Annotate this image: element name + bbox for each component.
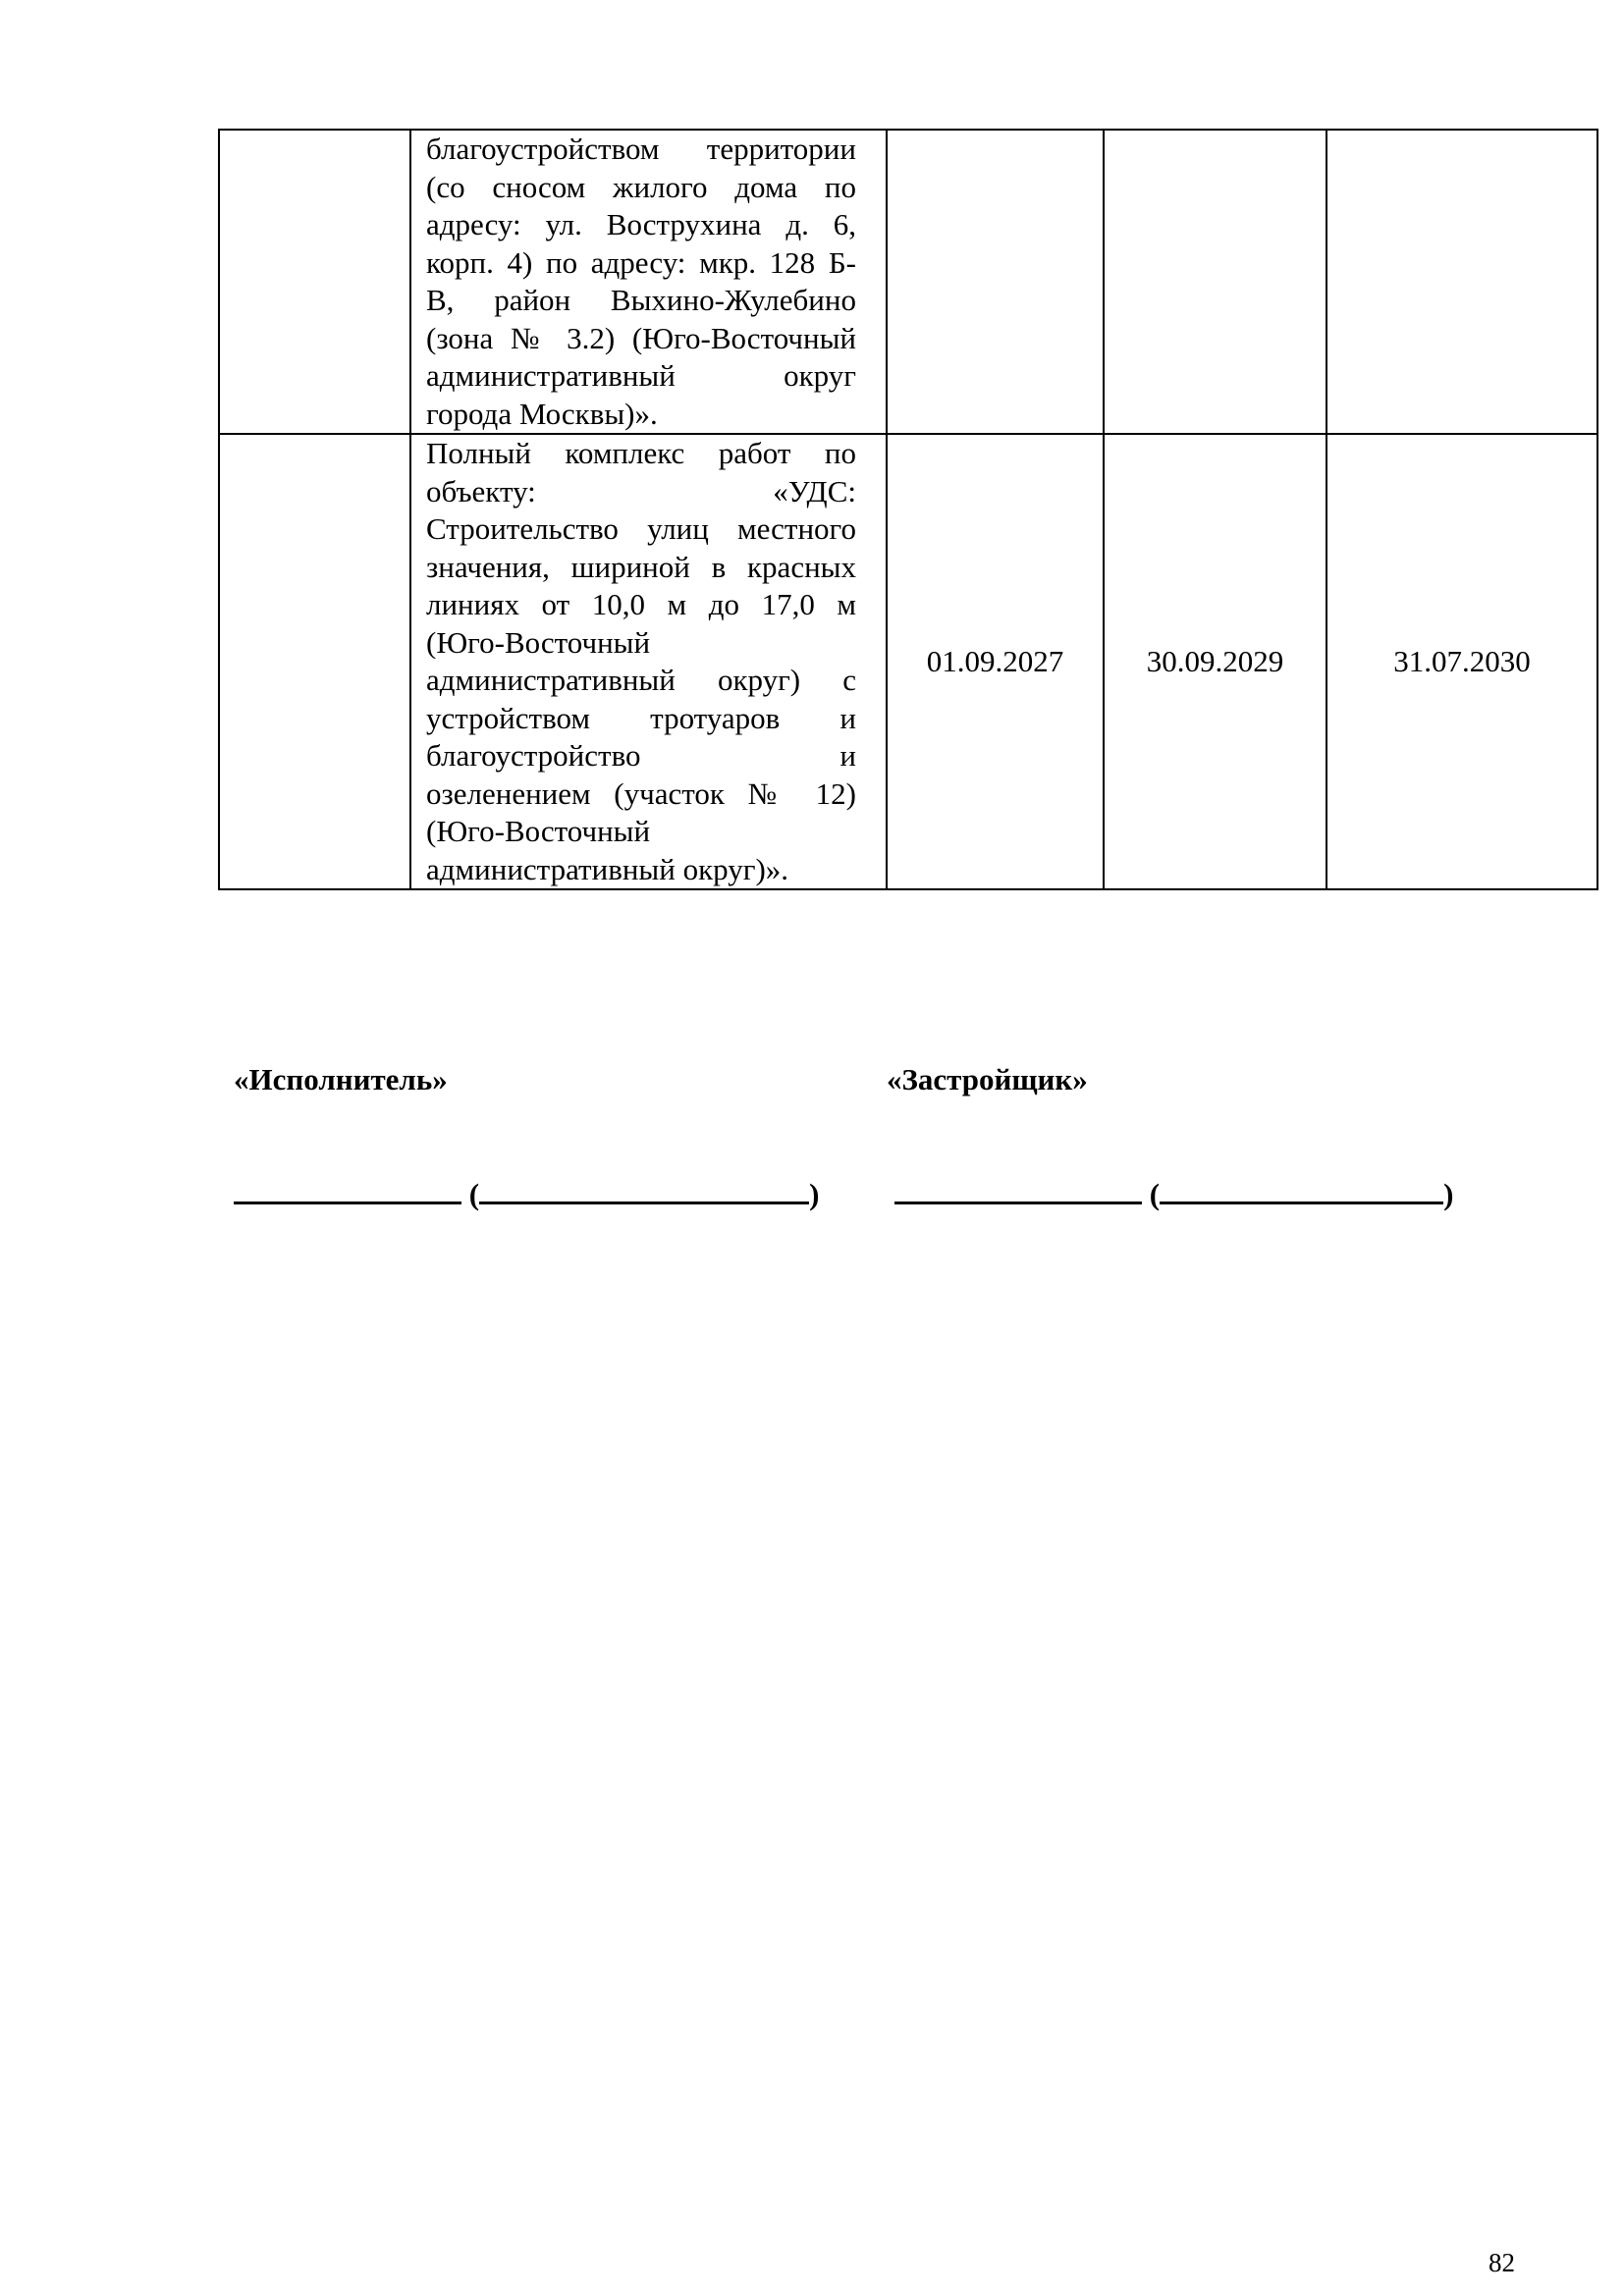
table-row (219, 130, 1597, 434)
close-paren: ) (1443, 1177, 1454, 1211)
close-paren: ) (809, 1177, 820, 1211)
executor-signature-line (234, 1172, 819, 1213)
table-cell-index (219, 434, 410, 889)
table-cell-final-date (1326, 130, 1597, 434)
executor-name-blank (479, 1172, 809, 1204)
table-cell-index (219, 130, 410, 434)
works-schedule-table (218, 129, 1598, 890)
table-cell-end-date (1104, 130, 1326, 434)
table-cell-description: Полный комплекс работ по объекту: «УДС: Строительство улиц местного значения, шириной в красных линиях от 10,0 м до 17,0 м (Юго-Восточный административный округ) с устройством тротуаров и благоустройство и озеленением (участок № 12) (Юго-Восточный административный округ)». (410, 434, 887, 889)
developer-label: «Застройщик» (887, 1062, 1088, 1096)
executor-signature-blank (234, 1172, 461, 1204)
table-cell-start-date: 01.09.2027 (887, 434, 1104, 889)
table-cell-start-date (887, 130, 1104, 434)
executor-label: «Исполнитель» (234, 1062, 448, 1096)
open-paren: ( (1149, 1177, 1161, 1211)
developer-signature-line (894, 1172, 1453, 1213)
open-paren: ( (468, 1177, 480, 1211)
page-number: 82 (1489, 2248, 1515, 2277)
developer-signature-blank (894, 1172, 1142, 1204)
table-cell-final-date: 31.07.2030 (1326, 434, 1597, 889)
developer-name-blank (1160, 1172, 1443, 1204)
table-cell-description: благоустройством территории (со сносом жилого дома по адресу: ул. Вострухина д. 6, корп. 4) по адресу: мкр. 128 Б- В, район Выхино-Жулебино (зона № 3.2) (Юго-Восточный административный округ города Москвы)». (410, 130, 887, 434)
table-cell-end-date: 30.09.2029 (1104, 434, 1326, 889)
table-row (219, 434, 1597, 889)
